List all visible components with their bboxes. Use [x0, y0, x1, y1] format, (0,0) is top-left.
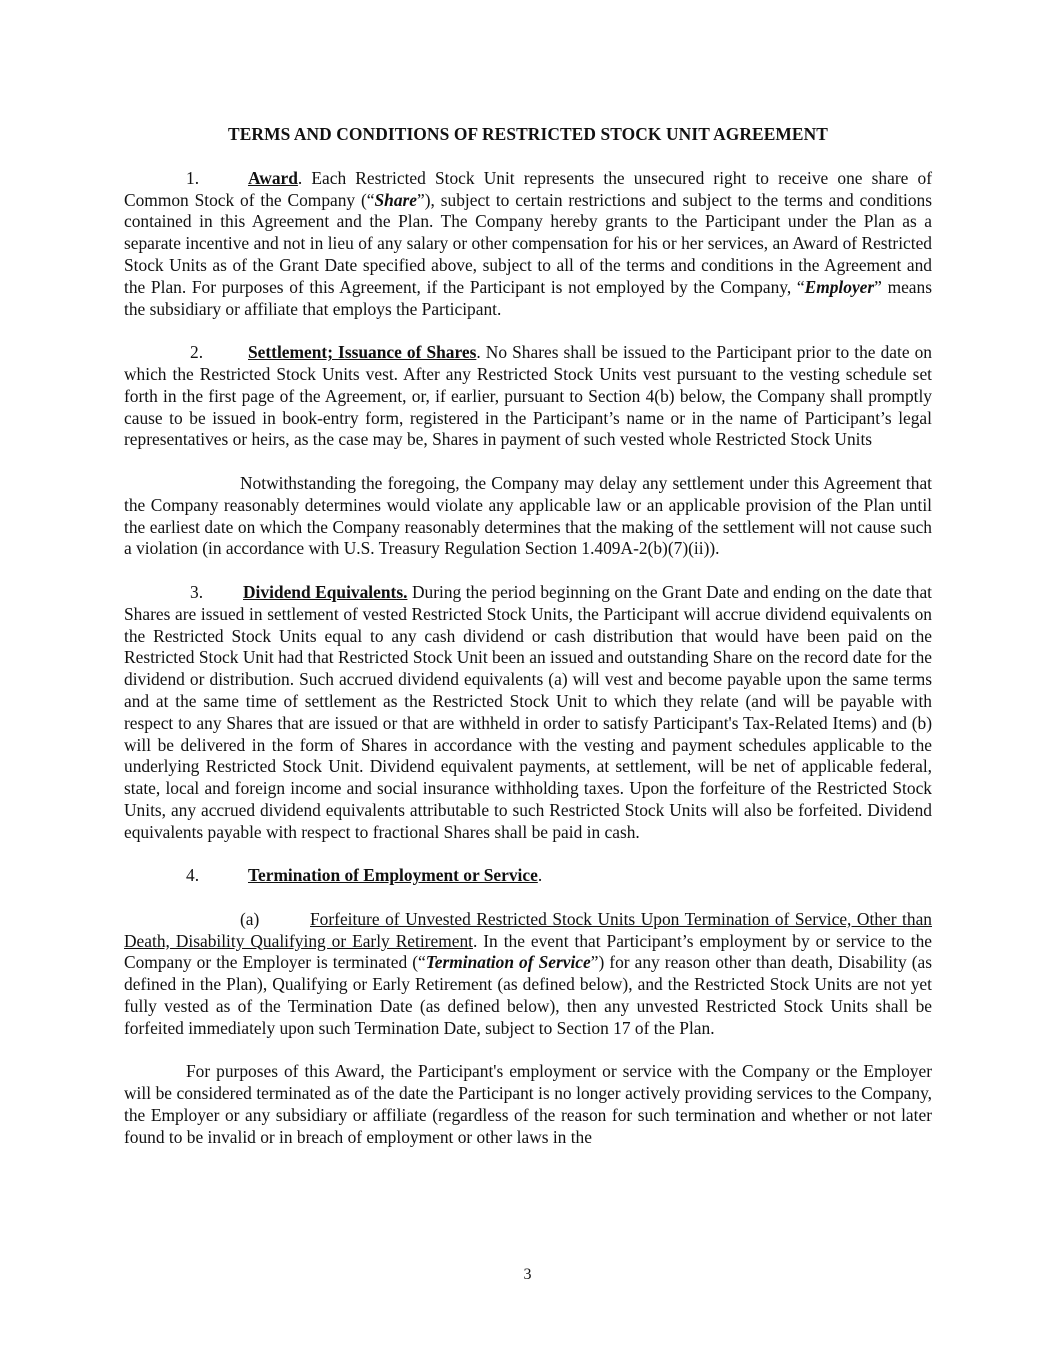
section-2-text-1: . No Shares shall be issued to the Participant prior to the date on which the Restricted Stock Units vest. After any Restricted Stock Units vest pursuant to the vesting schedule set forth in the first page of the Agreement, or, if earlier, pursuant to Section 4(b) below, the Company shall promptly cause to be issued in book-entry form, registered in the Participant’s name or in the name of Participant’s legal representatives or heirs, as the case may be, Shares in payment of such vested whole Restricted Stock Units — [124, 342, 932, 450]
section-3-number: 3. — [190, 581, 204, 602]
section-4a-forfeiture — [124, 909, 932, 1040]
section-2-heading: Settlement; Issuance of Shares — [248, 342, 477, 363]
document-body — [124, 124, 932, 1149]
section-1-text-2: ”), subject to certain restrictions and subject to the terms and conditions contained in this Agreement and the Plan. The Company hereby grants to the Participant under the Plan as a separate incentive and not in lieu of any salary or other compensation for his or her services, an Award of Restricted Stock Units as of the Grant Date specified above, subject to all of the terms and conditions in the Agreement and the Plan. For purposes of this Agreement, if the Participant is not employed by the Company, “ — [124, 189, 932, 297]
section-4-number: 4. — [186, 865, 200, 886]
section-1-heading: Award — [248, 167, 298, 188]
section-4-heading-period: . — [537, 865, 543, 886]
page-number: 3 — [523, 1266, 532, 1283]
section-1-award — [124, 168, 932, 321]
section-1-text-1: . Each Restricted Stock Unit represents the unsecured right to receive one share of Common Stock of the Company (“ — [124, 167, 932, 210]
section-3-text-1: During the period beginning on the Grant Date and ending on the date that Shares are issued in settlement of vested Restricted Stock Units, the Participant will accrue dividend equivalents on the Restricted Stock Units equal to any cash dividend or cash distribution that would have been paid on the Restricted Stock Unit had that Restricted Stock Unit been an issued and outstanding Share on the record date for the dividend or distribution. Such accrued dividend equivalents (a) will vest and become payable upon the same terms and at the same time of settlement as the Restricted Stock Unit to which they relate (and will be payable with respect to any Shares that are issued or that are withheld in order to satisfy Participant's Tax-Related Items) and (b) will be delivered in the form of Shares in accordance with the vesting and payment schedules applicable to the underlying Restricted Stock Unit. Dividend equivalent payments, at settlement, will be net of applicable federal, state, local and foreign income and social insurance withholding taxes. Upon the forfeiture of the Restricted Stock Units, any accrued dividend equivalents attributable to such Restricted Stock Units will also be forfeited. Dividend equivalents payable with respect to fractional Shares shall be paid in cash. — [124, 581, 933, 842]
section-4a-term-termination-of-service: Termination of Service — [425, 952, 591, 973]
section-4a-text-1: . In the event that Participant’s employment by or service to the Company or the Employer is terminated (“ — [124, 930, 932, 973]
section-4-heading: Termination of Employment or Service — [248, 865, 538, 886]
section-1-term-employer: Employer — [804, 276, 875, 297]
section-3-dividend-equivalents — [124, 582, 932, 844]
section-4a-text-2: ”) for any reason other than death, Disability (as defined in the Plan), Qualifying or Early Retirement (as defined below), and the Restricted Stock Units are not yet fully vested as of the Termination Date (as defined below), then any unvested Restricted Stock Units shall be forfeited immediately upon such Termination Date, subject to Section 17 of the Plan. — [124, 952, 932, 1038]
section-4a-heading: Forfeiture of Unvested Restricted Stock Units Upon Termination of Service, Other than Death, Disability Qualifying or Early Retirement — [124, 908, 932, 951]
section-4-purposes-paragraph: For purposes of this Award, the Participant's employment or service with the Company or the Employer will be considered terminated as of the date the Participant is no longer actively providing services to the Company, the Employer or any subsidiary or affiliate (regardless of the reason for such termination and whether or not later found to be invalid or in breach of employment or other laws in the — [124, 1061, 932, 1147]
section-1-number: 1. — [186, 167, 200, 188]
document-title: TERMS AND CONDITIONS OF RESTRICTED STOCK UNIT AGREEMENT — [228, 124, 828, 144]
section-2-number: 2. — [190, 342, 204, 363]
section-4a-label: (a) — [240, 908, 260, 929]
section-3-heading: Dividend Equivalents. — [243, 581, 408, 602]
section-2-settlement — [124, 342, 932, 451]
section-2-notwithstanding: Notwithstanding the foregoing, the Company may delay any settlement under this Agreement that the Company reasonably determines would violate any applicable law or an applicable provision of the Plan until the earliest date on which the Company reasonably determines that the making of the settlement will not cause such a violation (in accordance with U.S. Treasury Regulation Section 1.409A-2(b)(7)(ii)). — [124, 472, 932, 559]
section-4-termination — [124, 865, 932, 887]
section-1-text-3: ” means the subsidiary or affiliate that employs the Participant. — [124, 276, 932, 319]
section-1-term-share: Share — [374, 189, 418, 210]
